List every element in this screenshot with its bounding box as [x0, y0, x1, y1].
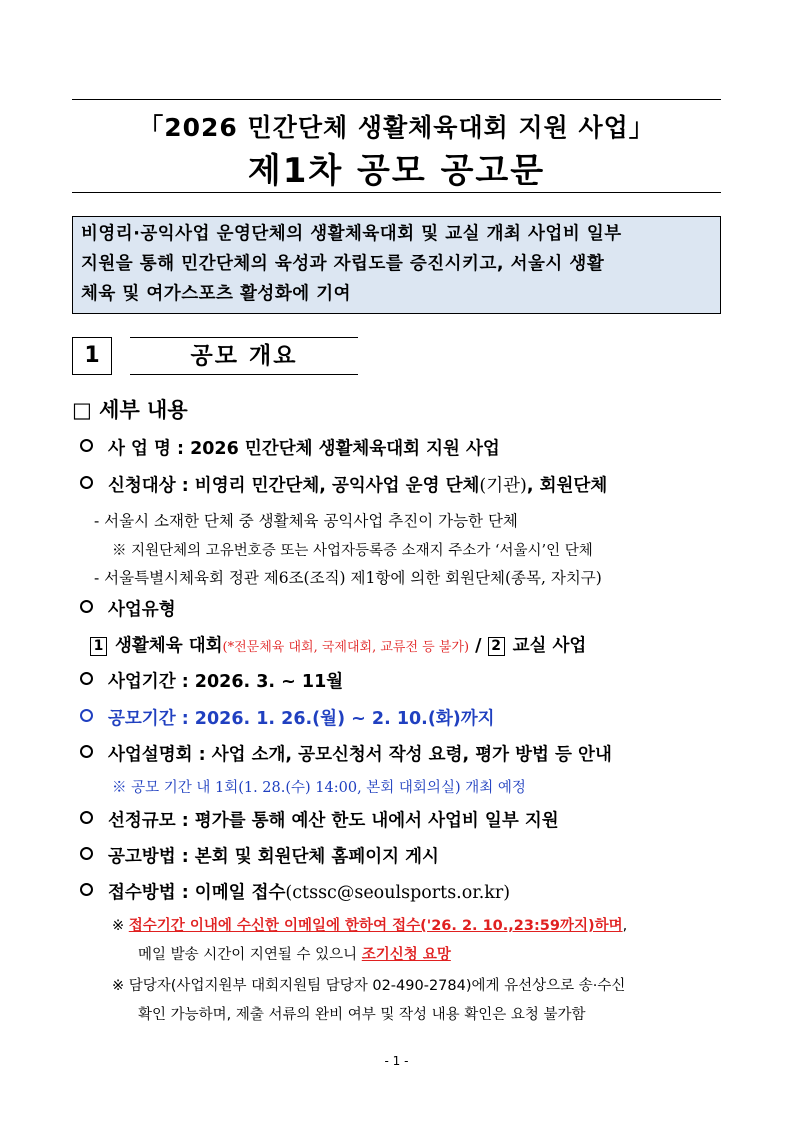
submit-email: (ctssc@seoulsports.or.kr) — [285, 883, 511, 903]
circle-bullet-icon — [80, 883, 93, 896]
circle-bullet-icon — [80, 439, 93, 452]
summary-line1: 비영리·공익사업 운영단체의 생활체육대회 및 교실 개최 사업비 일부 — [81, 224, 622, 244]
item-apply-period — [80, 705, 495, 730]
top-rule — [72, 99, 721, 100]
circle-bullet-icon — [80, 811, 93, 824]
item-submit — [80, 879, 510, 904]
item-target — [80, 472, 607, 497]
circle-bullet-icon — [80, 672, 93, 685]
submit-note1-line2-text: 메일 발송 시간이 지연될 수 있으니 — [138, 947, 362, 963]
target-dash2: - 서울특별시체육회 정관 제6조(조직) 제1항에 의한 회원단체(종목, 자치구) — [94, 569, 602, 587]
circle-bullet-icon — [80, 745, 93, 758]
summary-line2: 지원을 통해 민간단체의 육성과 자립도를 증진시키고, 서울시 생활 — [81, 254, 605, 274]
item-type — [80, 596, 176, 621]
target-tail: , 회원단체 — [526, 476, 608, 496]
target-paren: (기관) — [479, 476, 527, 496]
target-label: 신청대상 : 비영리 민간단체, 공익사업 운영 단체 — [108, 476, 480, 496]
item-period — [80, 668, 343, 693]
type-separator: / — [469, 636, 488, 656]
page-number: - 1 - — [384, 1054, 409, 1068]
submit-note1-red2: 조기신청 요망 — [361, 947, 451, 963]
circle-bullet-icon — [80, 476, 93, 489]
item-briefing — [80, 741, 612, 766]
notice-method-text: 공고방법 : 본회 및 회원단체 홈페이지 게시 — [108, 847, 439, 867]
type1-note: (*전문체육 대회, 국제대회, 교류전 등 불가) — [222, 640, 470, 655]
apply-period-text: 공모기간 : 2026. 1. 26.(월) ~ 2. 10.(화)까지 — [108, 709, 495, 729]
submit-note1 — [112, 914, 627, 935]
type-options — [90, 632, 586, 657]
circle-bullet-icon — [80, 847, 93, 860]
title-line2: 제1차 공모 공고문 — [247, 151, 546, 191]
type2-number-box: 2 — [488, 637, 505, 656]
subheading: □ 세부 내용 — [72, 398, 188, 422]
submit-note1-line2 — [138, 943, 451, 964]
briefing-text: 사업설명회 : 사업 소개, 공모신청서 작성 요령, 평가 방법 등 안내 — [108, 745, 612, 765]
submit-note2-line1: ※ 담당자(사업지원부 대회지원팀 담당자 02-490-2784)에게 유선상으로 송·수신 — [112, 978, 626, 994]
scale-text: 선정규모 : 평가를 통해 예산 한도 내에서 사업비 일부 지원 — [108, 811, 559, 831]
title-rule — [72, 192, 721, 193]
type1-label: 생활체육 대회 — [115, 636, 223, 656]
business-name-text: 사 업 명 : 2026 민간단체 생활체육대회 지원 사업 — [108, 439, 500, 459]
summary-box — [72, 216, 721, 314]
type-label: 사업유형 — [108, 600, 176, 620]
summary-line3: 체육 및 여가스포츠 활성화에 기여 — [81, 284, 352, 304]
section-number: 1 — [72, 337, 112, 375]
circle-bullet-icon — [80, 709, 93, 722]
target-dash1: - 서울시 소재한 단체 중 생활체육 공익사업 추진이 가능한 단체 — [94, 512, 518, 530]
type2-label: 교실 사업 — [512, 636, 587, 656]
section-title: 공모 개요 — [130, 337, 358, 375]
title-line1: 「2026 민간단체 생활체육대회 지원 사업」 — [138, 113, 655, 142]
note-mark: ※ — [112, 918, 129, 934]
item-notice-method — [80, 843, 439, 868]
submit-note1-tail: , — [622, 918, 628, 934]
item-scale — [80, 807, 559, 832]
type1-number-box: 1 — [90, 637, 107, 656]
submit-label: 접수방법 : 이메일 접수 — [108, 883, 286, 903]
target-note: ※ 지원단체의 고유번호증 또는 사업자등록증 소재지 주소가 ‘서울시’인 단체 — [112, 543, 593, 559]
item-business-name — [80, 435, 500, 460]
submit-note2-line2: 확인 가능하며, 제출 서류의 완비 여부 및 작성 내용 확인은 요청 불가함 — [138, 1007, 586, 1023]
submit-note1-red: 접수기간 이내에 수신한 이메일에 한하여 접수('26. 2. 10.,23:59까지)하며 — [128, 918, 623, 934]
period-text: 사업기간 : 2026. 3. ~ 11월 — [108, 672, 344, 692]
circle-bullet-icon — [80, 600, 93, 613]
briefing-note: ※ 공모 기간 내 1회(1. 28.(수) 14:00, 본회 대회의실) 개최 예정 — [112, 780, 526, 796]
